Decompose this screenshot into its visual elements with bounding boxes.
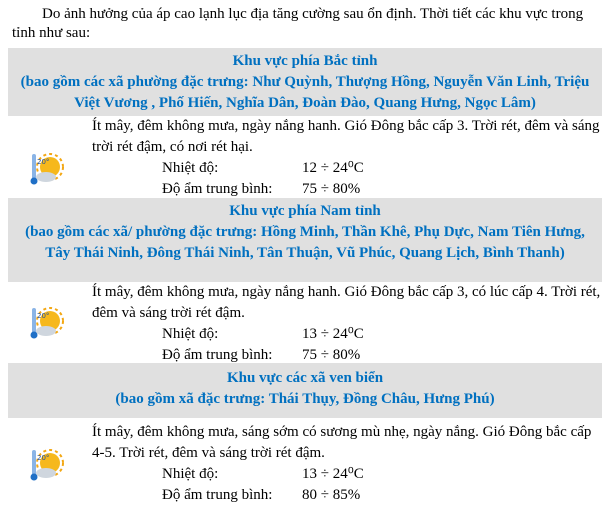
region-communes: (bao gồm xã đặc trưng: Thái Thụy, Đồng Châu, Hưng Phú) xyxy=(115,391,495,407)
region-communes: (bao gồm các xã/ phường đặc trưng: Hồng Minh, Thần Khê, Phụ Dực, Nam Tiên Hưng, Tây Thái Ninh, Đông Thái Ninh, Tân Thuận, Vũ Phúc, Quang Lịch, Bình Thanh) xyxy=(25,224,585,261)
forecast-block xyxy=(92,116,604,200)
forecast-description: Ít mây, đêm không mưa, ngày nắng hanh. Gió Đông bắc cấp 3. Trời rét, đêm và sáng trời rét đậm, có nơi rét hại. xyxy=(92,118,600,155)
temperature-value: 12 ÷ 24⁰C xyxy=(302,160,364,176)
forecast-description: Ít mây, đêm không mưa, ngày nắng hanh. Gió Đông bắc cấp 3, có lúc cấp 4. Trời rét, đêm và sáng trời rét đậm. xyxy=(92,284,601,321)
humidity-label: Độ ẩm trung bình: xyxy=(162,181,273,197)
svg-text:20°: 20° xyxy=(37,158,50,166)
region-title: Khu vực phía Bắc tỉnh xyxy=(232,53,378,69)
temperature-label: Nhiệt độ: xyxy=(162,160,219,176)
region-communes: (bao gồm các xã phường đặc trưng: Như Quỳnh, Thượng Hồng, Nguyễn Văn Linh, Triệu Việt Vương , Phố Hiến, Nghĩa Dân, Đoàn Đào, Quang Hưng, Ngọc Lâm) xyxy=(20,74,590,111)
humidity-value: 80 ÷ 85% xyxy=(302,487,361,503)
humidity-value: 75 ÷ 80% xyxy=(302,181,361,197)
region-header-coastal xyxy=(8,363,602,418)
region-forecast-north xyxy=(8,116,602,198)
region-title: Khu vực phía Nam tỉnh xyxy=(229,203,381,219)
region-title: Khu vực các xã ven biển xyxy=(226,370,384,386)
intro-text: Do ảnh hưởng của áp cao lạnh lục địa tăng cường sau ổn định. Thời tiết các khu vực trong tỉnh như sau: xyxy=(12,6,584,41)
temperature-label: Nhiệt độ: xyxy=(162,326,219,342)
sun-cloud-thermometer-icon xyxy=(28,446,64,482)
sun-cloud-thermometer-icon xyxy=(28,304,64,340)
region-header-south xyxy=(8,198,602,282)
forecast-block xyxy=(92,422,604,506)
forecast-block xyxy=(92,282,604,366)
sun-cloud-thermometer-icon xyxy=(28,150,64,186)
humidity-value: 75 ÷ 80% xyxy=(302,347,361,363)
svg-text:20°: 20° xyxy=(37,454,50,462)
temperature-value: 13 ÷ 24⁰C xyxy=(302,326,364,342)
region-header-north xyxy=(8,48,602,116)
temperature-value: 13 ÷ 24⁰C xyxy=(302,466,364,482)
forecast-description: Ít mây, đêm không mưa, sáng sớm có sương mù nhẹ, ngày nắng. Gió Đông bắc cấp 4-5. Trời rét, đêm và sáng trời rét đậm. xyxy=(92,424,592,461)
humidity-label: Độ ẩm trung bình: xyxy=(162,347,273,363)
svg-text:20°: 20° xyxy=(37,312,50,320)
region-forecast-south xyxy=(8,282,602,363)
temperature-label: Nhiệt độ: xyxy=(162,466,219,482)
humidity-label: Độ ẩm trung bình: xyxy=(162,487,273,503)
region-forecast-coastal xyxy=(8,418,602,506)
